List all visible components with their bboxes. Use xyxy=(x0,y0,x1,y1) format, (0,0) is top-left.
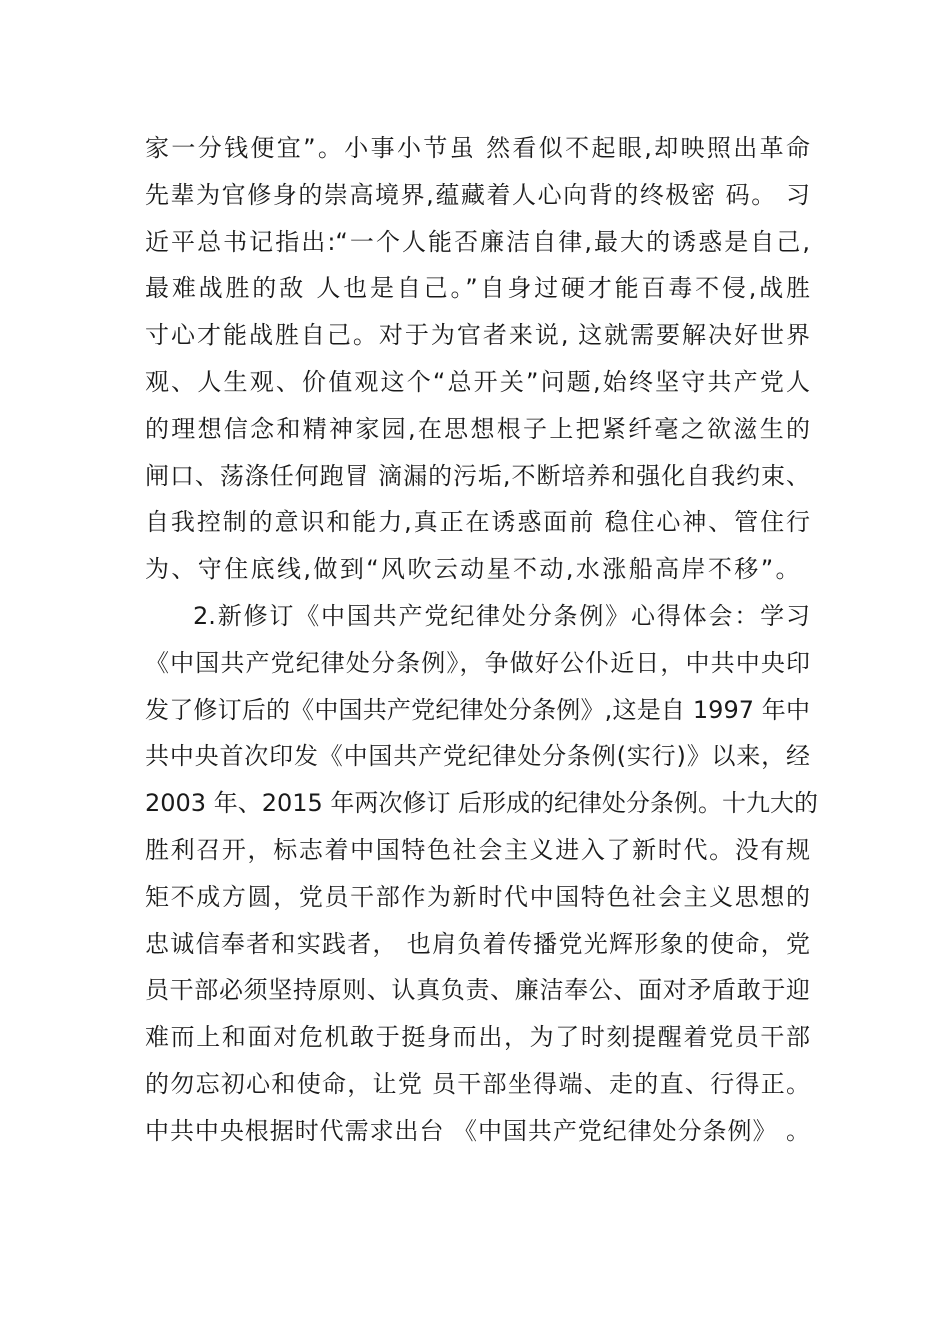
text-line: 共中央首次印发《中国共产党纪律处分条例(实行)》以来，经 xyxy=(145,742,810,771)
text-line: 自我控制的意识和能力,真正在诱惑面前 稳住心神、管住行 xyxy=(145,508,810,537)
text-line: 员干部必须坚持原则、认真负责、廉洁奉公、面对矛盾敢于迎 xyxy=(145,976,810,1005)
document-body xyxy=(145,125,819,1155)
text-line: 发了修订后的《中国共产党纪律处分条例》,这是自 1997 年中 xyxy=(145,695,810,724)
text-line: 中共中央根据时代需求出台 《中国共产党纪律处分条例》 。 xyxy=(145,1116,810,1145)
text-line: 胜利召开，标志着中国特色社会主义进入了新时代。没有规 xyxy=(145,835,810,864)
text-line: 《中国共产党纪律处分条例》，争做好公仆近日，中共中央印 xyxy=(145,648,810,677)
text-line-first: 2.新修订《中国共产党纪律处分条例》心得体会：学习 xyxy=(193,601,810,630)
paragraph-2 xyxy=(145,593,819,1155)
text-line: 的理想信念和精神家园,在思想根子上把紧纤毫之欲滋生的 xyxy=(145,414,810,443)
text-line: 最难战胜的敌 人也是自己。”自身过硬才能百毒不侵,战胜 xyxy=(145,274,810,303)
text-line: 家一分钱便宜”。小事小节虽 然看似不起眼,却映照出革命 xyxy=(145,134,810,162)
text-line: 寸心才能战胜自己。对于为官者来说, 这就需要解决好世界 xyxy=(145,321,810,350)
text-line: 观、人生观、价值观这个“总开关”问题,始终坚守共产党人 xyxy=(145,367,810,396)
paragraph-1 xyxy=(145,125,810,593)
text-line-last: 为、守住底线,做到“风吹云动星不动,水涨船高岸不移”。 xyxy=(145,555,802,584)
text-line: 的勿忘初心和使命，让党 员干部坐得端、走的直、行得正。 xyxy=(145,1069,810,1098)
text-line: 难而上和面对危机敢于挺身而出，为了时刻提醒着党员干部 xyxy=(145,1023,810,1052)
text-line: 近平总书记指出:“一个人能否廉洁自律,最大的诱惑是自己, xyxy=(145,227,810,256)
text-line: 矩不成方圆，党员干部作为新时代中国特色社会主义思想的 xyxy=(145,882,810,911)
text-line: 2003 年、2015 年两次修订 后形成的纪律处分条例。十九大的 xyxy=(145,789,819,818)
text-line: 忠诚信奉者和实践者， 也肩负着传播党光辉形象的使命，党 xyxy=(145,929,810,958)
text-line: 先辈为官修身的崇高境界,蕴藏着人心向背的终极密 码。 习 xyxy=(145,180,810,209)
text-line: 闸口、荡涤任何跑冒 滴漏的污垢,不断培养和强化自我约束、 xyxy=(145,461,810,490)
